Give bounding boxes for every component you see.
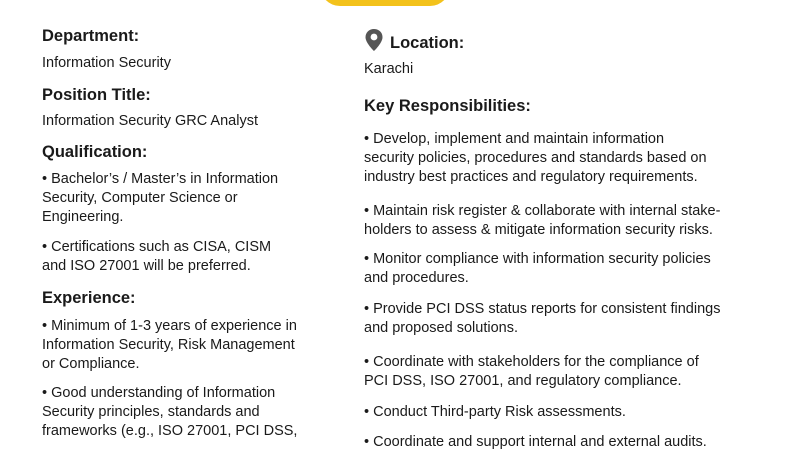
- location-value: Karachi: [364, 61, 414, 77]
- responsibility-line: and procedures.: [364, 270, 469, 286]
- responsibility-line: • Develop, implement and maintain information: [364, 131, 665, 147]
- position-title-value: Information Security GRC Analyst: [42, 113, 258, 129]
- qualification-line: • Certifications such as CISA, CISM: [42, 239, 272, 255]
- responsibility-line: • Provide PCI DSS status reports for consistent findings: [364, 301, 721, 317]
- responsibility-line: and proposed solutions.: [364, 320, 518, 336]
- experience-line: • Minimum of 1-3 years of experience in: [42, 318, 297, 334]
- top-decorative-arc: [320, 0, 450, 6]
- responsibility-line: holders to assess & mitigate information security risks.: [364, 222, 713, 238]
- responsibility-line: • Monitor compliance with information security policies: [364, 251, 711, 267]
- experience-line: Security principles, standards and: [42, 404, 260, 420]
- responsibility-line: • Coordinate with stakeholders for the compliance of: [364, 354, 699, 370]
- experience-heading: Experience:: [42, 289, 136, 307]
- responsibility-line: industry best practices and regulatory requirements.: [364, 169, 698, 185]
- experience-line: or Compliance.: [42, 356, 140, 372]
- qualification-line: Engineering.: [42, 209, 124, 225]
- qualification-line: • Bachelor’s / Master’s in Information: [42, 171, 279, 187]
- qualification-line: Security, Computer Science or: [42, 190, 238, 206]
- qualification-line: and ISO 27001 will be preferred.: [42, 258, 251, 274]
- responsibility-line: PCI DSS, ISO 27001, and regulatory compliance.: [364, 373, 682, 389]
- responsibility-line: • Conduct Third-party Risk assessments.: [364, 404, 626, 420]
- responsibility-line: security policies, procedures and standards based on: [364, 150, 707, 166]
- responsibility-line: • Maintain risk register & collaborate with internal stake-: [364, 203, 721, 219]
- experience-line: • Good understanding of Information: [42, 385, 276, 401]
- experience-line: frameworks (e.g., ISO 27001, PCI DSS,: [42, 423, 298, 439]
- position-title-heading: Position Title:: [42, 86, 151, 104]
- location-heading: Location:: [390, 34, 465, 52]
- map-pin-icon: [364, 28, 384, 52]
- department-heading: Department:: [42, 27, 140, 45]
- qualification-heading: Qualification:: [42, 143, 148, 161]
- department-value: Information Security: [42, 55, 171, 71]
- experience-line: Information Security, Risk Management: [42, 337, 295, 353]
- responsibility-line: • Coordinate and support internal and external audits.: [364, 434, 707, 450]
- key-responsibilities-heading: Key Responsibilities:: [364, 97, 531, 115]
